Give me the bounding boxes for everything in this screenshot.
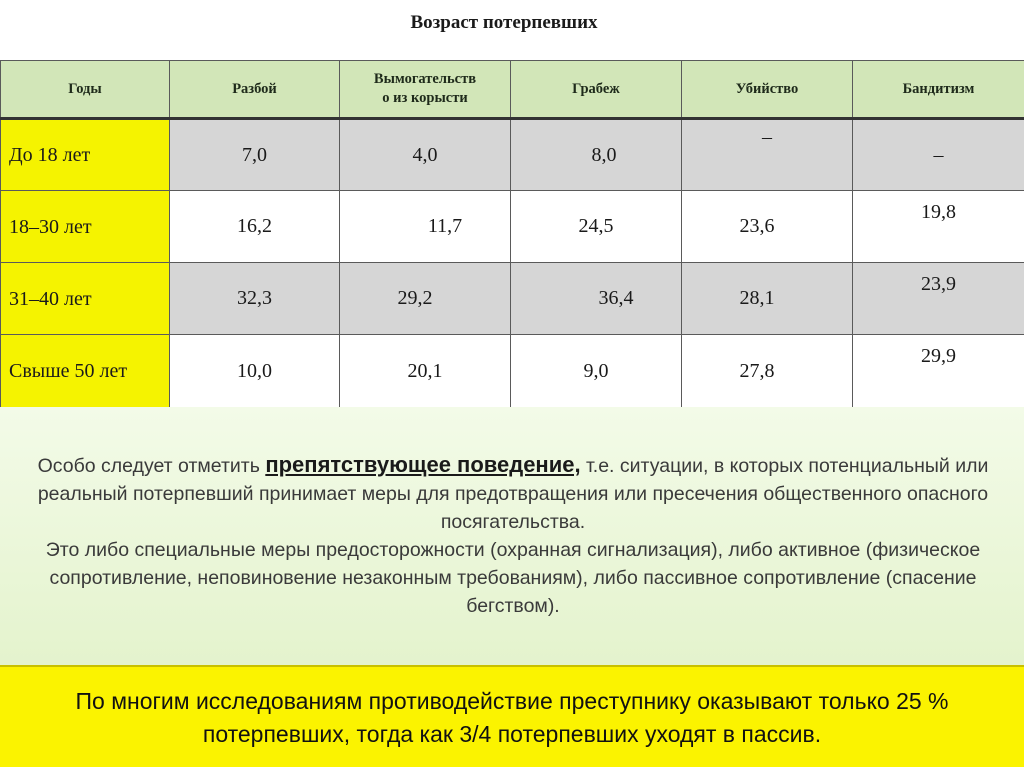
explanation-rest: т.е. ситуации, в которых потенциальный или реальный потерпевший принимает меры для предотвращения или пресечения общественного опасного посягательства.	[37, 455, 989, 533]
row-label: До 18 лет	[1, 119, 170, 191]
table-cell: 27,8	[682, 335, 853, 408]
conclusion-text: По многим исследованиям противодействие преступнику оказывают только 25 % потерпевших, тогда как 3/4 потерпевших уходят в пассив.	[75, 688, 949, 747]
explanation-panel	[0, 407, 1024, 665]
explanation-text	[18, 451, 1008, 620]
table-cell: –	[682, 119, 853, 191]
table-cell: 11,7	[340, 191, 511, 263]
explanation-intro: Особо следует отметить	[37, 455, 266, 477]
row-label: 31–40 лет	[1, 263, 170, 335]
table-cell: 28,1	[682, 263, 853, 335]
table-cell: 23,9	[853, 263, 1024, 335]
table-cell: 23,6	[682, 191, 853, 263]
explanation-emphasis: препятствующее поведение,	[265, 452, 581, 477]
header-extortion: Вымогательств о из корысти	[340, 61, 511, 119]
header-murder: Убийство	[682, 61, 853, 119]
table-cell: 16,2	[170, 191, 340, 263]
table-row	[1, 119, 1024, 191]
table-cell: 24,5	[511, 191, 682, 263]
header-years: Годы	[1, 61, 170, 119]
table-cell: 10,0	[170, 335, 340, 408]
table-cell: 19,8	[853, 191, 1024, 263]
conclusion-panel	[0, 665, 1024, 767]
header-theft: Грабеж	[511, 61, 682, 119]
table-cell: 7,0	[170, 119, 340, 191]
table-cell: 32,3	[170, 263, 340, 335]
table-cell: 29,2	[340, 263, 511, 335]
table-row	[1, 335, 1024, 408]
table-row	[1, 191, 1024, 263]
header-banditry: Бандитизм	[853, 61, 1024, 119]
page-title: Возраст потерпевших	[410, 12, 598, 33]
header-robbery: Разбой	[170, 61, 340, 119]
table-cell: 8,0	[511, 119, 682, 191]
victim-age-table	[0, 60, 1024, 408]
row-label: Свыше 50 лет	[1, 335, 170, 408]
explanation-second: Это либо специальные меры предосторожности (охранная сигнализация), либо активное (физическое сопротивление, неповиновение незаконным требованиям), либо пассивное сопротивление (спасение бегством).	[45, 539, 981, 617]
table-cell: 29,9	[853, 335, 1024, 408]
table-header-row	[1, 61, 1024, 119]
row-label: 18–30 лет	[1, 191, 170, 263]
table-cell: 20,1	[340, 335, 511, 408]
table-cell: 9,0	[511, 335, 682, 408]
table-cell: 4,0	[340, 119, 511, 191]
table-row	[1, 263, 1024, 335]
table-cell: –	[853, 119, 1024, 191]
table-cell: 36,4	[511, 263, 682, 335]
